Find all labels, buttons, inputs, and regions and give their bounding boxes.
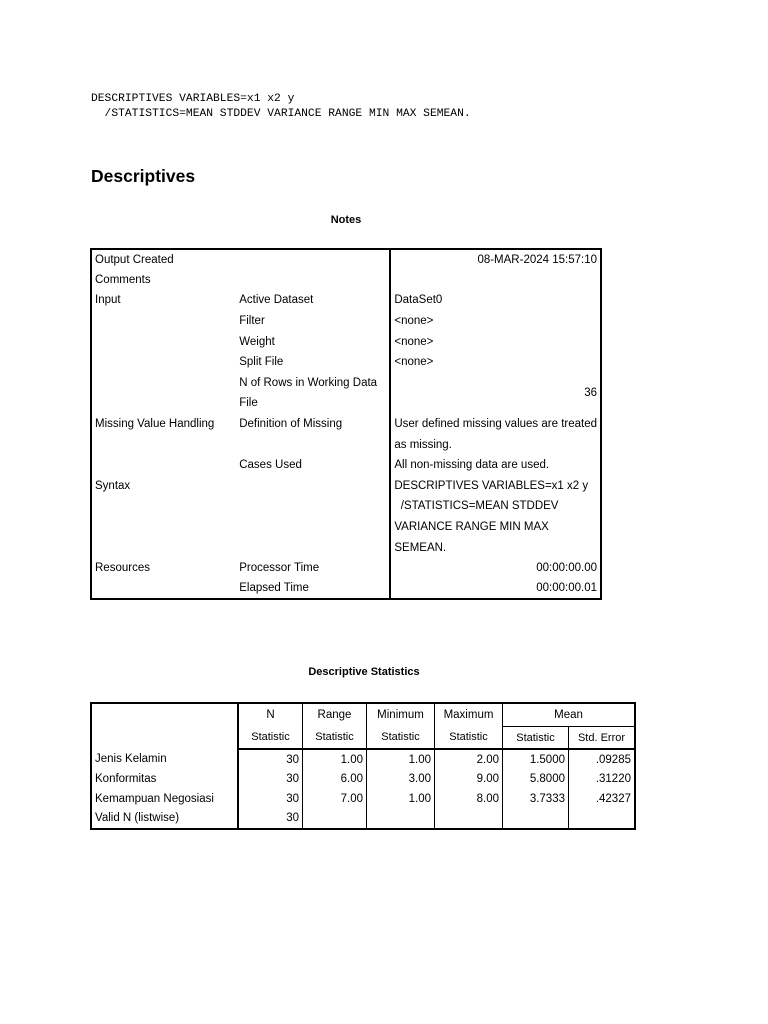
header-range-statistic: Statistic xyxy=(303,727,367,750)
notes-row xyxy=(91,270,601,291)
notes-row xyxy=(91,290,601,311)
stats-cell-max xyxy=(435,809,503,830)
notes-value: 00:00:00.00 xyxy=(390,558,601,579)
notes-item: Weight xyxy=(239,335,275,348)
notes-title: Notes xyxy=(330,214,362,226)
notes-value: 08-MAR-2024 15:57:10 xyxy=(390,249,601,270)
notes-value: DataSet0 xyxy=(390,290,601,311)
stats-cell-mean: 1.5000 xyxy=(503,749,569,770)
stats-cell-se: .31220 xyxy=(569,770,636,790)
notes-row xyxy=(91,517,601,538)
syntax-line-1: DESCRIPTIVES VARIABLES=x1 x2 y xyxy=(91,93,295,105)
stats-cell-n: 30 xyxy=(238,749,303,770)
header-mean: Mean xyxy=(503,703,636,727)
notes-item: Active Dataset xyxy=(239,294,314,307)
stats-cell-se: .09285 xyxy=(569,749,636,770)
stats-cell-min: 1.00 xyxy=(367,789,435,809)
notes-category xyxy=(91,352,236,373)
notes-item: N of Rows in Working Data xyxy=(239,376,378,389)
syntax-block xyxy=(91,92,471,122)
stats-row xyxy=(91,749,635,770)
notes-item xyxy=(236,517,390,538)
header-mean-std-error: Std. Error xyxy=(569,727,636,750)
notes-value: /STATISTICS=MEAN STDDEV xyxy=(390,496,601,517)
header-n: N xyxy=(238,703,303,727)
stats-corner-cell xyxy=(91,703,238,749)
notes-row xyxy=(91,331,601,352)
notes-value: <none> xyxy=(390,331,601,352)
stats-cell-label: Jenis Kelamin xyxy=(91,749,238,770)
notes-category xyxy=(91,517,236,538)
stats-cell-range: 7.00 xyxy=(303,789,367,809)
notes-value: as missing. xyxy=(390,434,601,455)
syntax-line-2: /STATISTICS=MEAN STDDEV VARIANCE RANGE MIN MAX SEMEAN. xyxy=(91,108,471,120)
stats-cell-n: 30 xyxy=(238,770,303,790)
stats-cell-mean: 3.7333 xyxy=(503,789,569,809)
stats-cell-min: 1.00 xyxy=(367,749,435,770)
notes-category: Missing Value Handling xyxy=(95,418,215,431)
notes-item: File xyxy=(239,397,258,410)
stats-cell-n: 30 xyxy=(238,809,303,830)
header-range: Range xyxy=(303,703,367,727)
notes-value: VARIANCE RANGE MIN MAX xyxy=(390,517,601,538)
notes-item xyxy=(236,249,390,270)
notes-row xyxy=(91,455,601,476)
stats-cell-min xyxy=(367,809,435,830)
notes-category: Comments xyxy=(95,273,151,286)
stats-cell-mean xyxy=(503,809,569,830)
notes-row xyxy=(91,537,601,558)
header-minimum-statistic: Statistic xyxy=(367,727,435,750)
notes-value xyxy=(390,270,601,291)
notes-item: Split File xyxy=(239,356,284,369)
notes-row xyxy=(91,311,601,332)
notes-item: Filter xyxy=(239,315,265,328)
notes-row xyxy=(91,352,601,373)
notes-row xyxy=(91,579,601,600)
notes-item xyxy=(236,537,390,558)
section-heading: Descriptives xyxy=(91,166,196,186)
notes-category xyxy=(91,434,236,455)
notes-value: DESCRIPTIVES VARIABLES=x1 x2 y xyxy=(390,476,601,497)
notes-row xyxy=(91,249,601,270)
stats-cell-label: Konformitas xyxy=(91,770,238,790)
stats-cell-se: .42327 xyxy=(569,789,636,809)
notes-value: 00:00:00.01 xyxy=(390,579,601,600)
notes-category xyxy=(91,537,236,558)
notes-row xyxy=(91,434,601,455)
stats-cell-max: 8.00 xyxy=(435,789,503,809)
notes-value: <none> xyxy=(390,311,601,332)
stats-row xyxy=(91,809,635,830)
header-mean-statistic: Statistic xyxy=(503,727,569,750)
notes-row xyxy=(91,558,601,579)
stats-cell-mean: 5.8000 xyxy=(503,770,569,790)
notes-category: Syntax xyxy=(95,479,131,492)
stats-row xyxy=(91,789,635,809)
notes-row xyxy=(91,476,601,497)
notes-value: All non-missing data are used. xyxy=(390,455,601,476)
stats-title: Descriptive Statistics xyxy=(308,666,420,678)
header-maximum: Maximum xyxy=(435,703,503,727)
notes-category xyxy=(91,496,236,517)
header-maximum-statistic: Statistic xyxy=(435,727,503,750)
notes-value: User defined missing values are treated xyxy=(390,414,601,435)
stats-cell-range: 1.00 xyxy=(303,749,367,770)
notes-table xyxy=(90,248,602,600)
notes-item xyxy=(236,476,390,497)
stats-cell-max: 9.00 xyxy=(435,770,503,790)
notes-item: Elapsed Time xyxy=(239,582,309,595)
notes-category: Output Created xyxy=(95,253,174,266)
descriptive-statistics-table xyxy=(90,702,636,830)
notes-category: Resources xyxy=(95,562,150,575)
stats-cell-max: 2.00 xyxy=(435,749,503,770)
stats-cell-range xyxy=(303,809,367,830)
notes-category xyxy=(91,579,236,600)
stats-row xyxy=(91,770,635,790)
notes-item xyxy=(236,496,390,517)
notes-value: <none> xyxy=(390,352,601,373)
stats-cell-label: Kemampuan Negosiasi xyxy=(91,789,238,809)
notes-category xyxy=(91,455,236,476)
notes-value-rows-in-file: 36 xyxy=(390,373,601,414)
notes-item xyxy=(236,270,390,291)
notes-row xyxy=(91,373,601,394)
stats-cell-label: Valid N (listwise) xyxy=(91,809,238,830)
notes-category xyxy=(91,373,236,394)
stats-header-row-1 xyxy=(91,703,635,727)
notes-row xyxy=(91,496,601,517)
notes-value: SEMEAN. xyxy=(390,537,601,558)
notes-item xyxy=(236,434,390,455)
notes-item: Cases Used xyxy=(239,459,302,472)
notes-category xyxy=(91,331,236,352)
notes-category xyxy=(91,393,236,414)
notes-item: Definition of Missing xyxy=(239,418,343,431)
notes-category xyxy=(91,311,236,332)
notes-item: Processor Time xyxy=(239,562,320,575)
stats-cell-range: 6.00 xyxy=(303,770,367,790)
stats-cell-se xyxy=(569,809,636,830)
notes-row xyxy=(91,414,601,435)
notes-category: Input xyxy=(95,294,121,307)
header-n-statistic: Statistic xyxy=(238,727,303,750)
stats-cell-n: 30 xyxy=(238,789,303,809)
stats-cell-min: 3.00 xyxy=(367,770,435,790)
header-minimum: Minimum xyxy=(367,703,435,727)
